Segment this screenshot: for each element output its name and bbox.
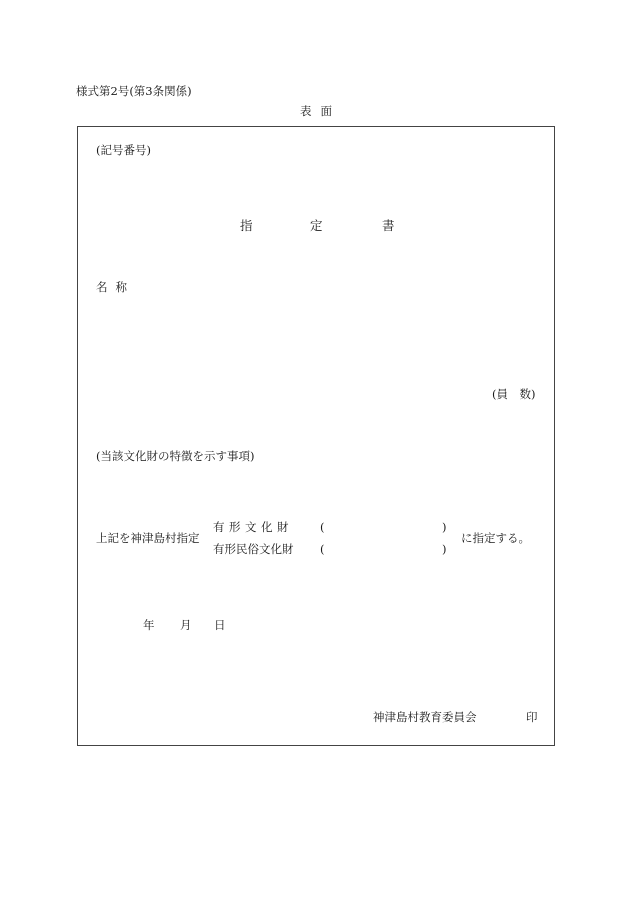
seal-mark: 印 [526,710,538,724]
form-number: 様式第2号(第3条関係) [76,84,192,98]
issuer-name: 神津島村教育委員会 [373,710,477,724]
features-label: (当該文化財の特徴を示す事項) [96,449,255,463]
option-tangible-cultural-property: 有形文化財 [213,520,293,534]
date-year: 年 [143,618,155,632]
code-number-label: (記号番号) [96,143,151,157]
title-char-2: 定 [310,218,323,233]
paren-close-1: ) [442,520,447,534]
title-char-1: 指 [240,218,253,233]
designation-suffix: に指定する。 [461,531,530,545]
date-month: 月 [180,618,192,632]
designation-prefix: 上記を神津島村指定 [96,531,200,545]
date-day: 日 [214,618,226,632]
paren-close-2: ) [442,542,447,556]
option-tangible-folk-cultural-property: 有形民俗文化財 [213,542,294,556]
title-char-3: 書 [382,218,395,233]
name-label: 名称 [96,280,135,294]
paren-open-2: ( [320,542,325,556]
paren-open-1: ( [320,520,325,534]
page-side-label: 表面 [300,104,341,118]
count-label: (員 数) [492,387,536,401]
